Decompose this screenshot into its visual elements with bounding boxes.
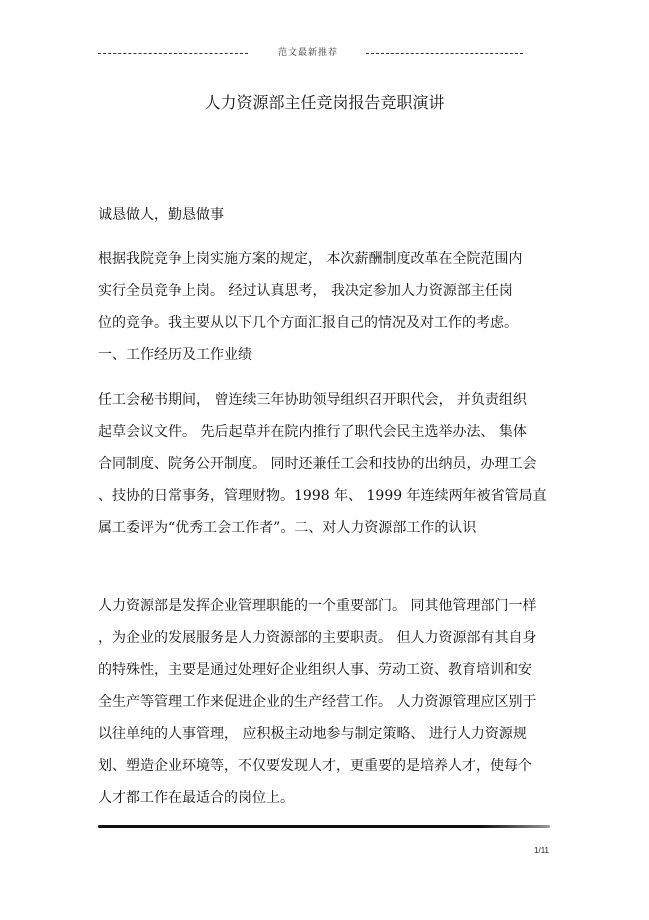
intro-line: 根据我院竞争上岗实施方案的规定， 本次薪酬制度改革在全院范围内	[98, 251, 523, 267]
paragraph-line: 人力资源部是发挥企业管理职能的一个重要部门。 同其他管理部门一样	[98, 598, 537, 614]
hr-understanding-paragraph	[98, 590, 558, 814]
motto-paragraph	[98, 199, 558, 231]
work-experience-paragraph	[98, 384, 558, 544]
paragraph-line: 起草会议文件。 先后起草并在院内推行了职代会民主选举办法、 集体	[98, 424, 527, 440]
header-dash-left	[98, 53, 248, 54]
paragraph-line: ，为企业的发展服务是人力资源部的主要职责。 但人力资源部有其自身	[98, 630, 537, 646]
paragraph-line: 全生产等管理工作来促进企业的生产经营工作。 人力资源管理应区别于	[98, 694, 537, 710]
header-label: 范文最新推荐	[277, 48, 338, 58]
paragraph-line: 以往单纯的人事管理， 应积极主动地参与制定策略、 进行人力资源规	[98, 726, 527, 742]
paragraph-line: 任工会秘书期间， 曾连续三年协助领导组织召开职代会， 并负责组织	[98, 392, 527, 408]
paragraph-line: 属工委评为“优秀工会工作者”。二、对人力资源部工作的认识	[98, 520, 477, 536]
motto-line: 诚恳做人，勤恳做事	[98, 207, 224, 223]
paragraph-line: 合同制度、院务公开制度。 同时还兼任工会和技协的出纳员，办理工会	[98, 456, 537, 472]
intro-line: 位的竞争。我主要从以下几个方面汇报自己的情况及对工作的考虑。	[98, 315, 518, 331]
paragraph-line: 人才都工作在最适合的岗位上。	[98, 790, 294, 806]
intro-line: 实行全员竞争上岗。 经过认真思考， 我决定参加人力资源部主任岗	[98, 283, 513, 299]
paragraph-line: 划、塑造企业环境等，不仅要发现人才，更重要的是培养人才，使每个	[98, 758, 532, 774]
document-title: 人力资源部主任竞岗报告竞职演讲	[204, 93, 445, 112]
page-header	[98, 46, 523, 60]
intro-paragraph	[98, 243, 558, 371]
paragraph-line: 的特殊性，主要是通过处理好企业组织人事、劳动工资、教育培训和安	[98, 662, 532, 678]
section-heading: 一、工作经历及工作业绩	[98, 347, 252, 363]
page-number: 1/11	[534, 846, 549, 855]
footer-rule	[98, 825, 550, 828]
paragraph-line: 、技协的日常事务，管理财物。1998 年、 1999 年连续两年被省管局直	[98, 488, 547, 504]
header-dash-right	[366, 53, 523, 54]
